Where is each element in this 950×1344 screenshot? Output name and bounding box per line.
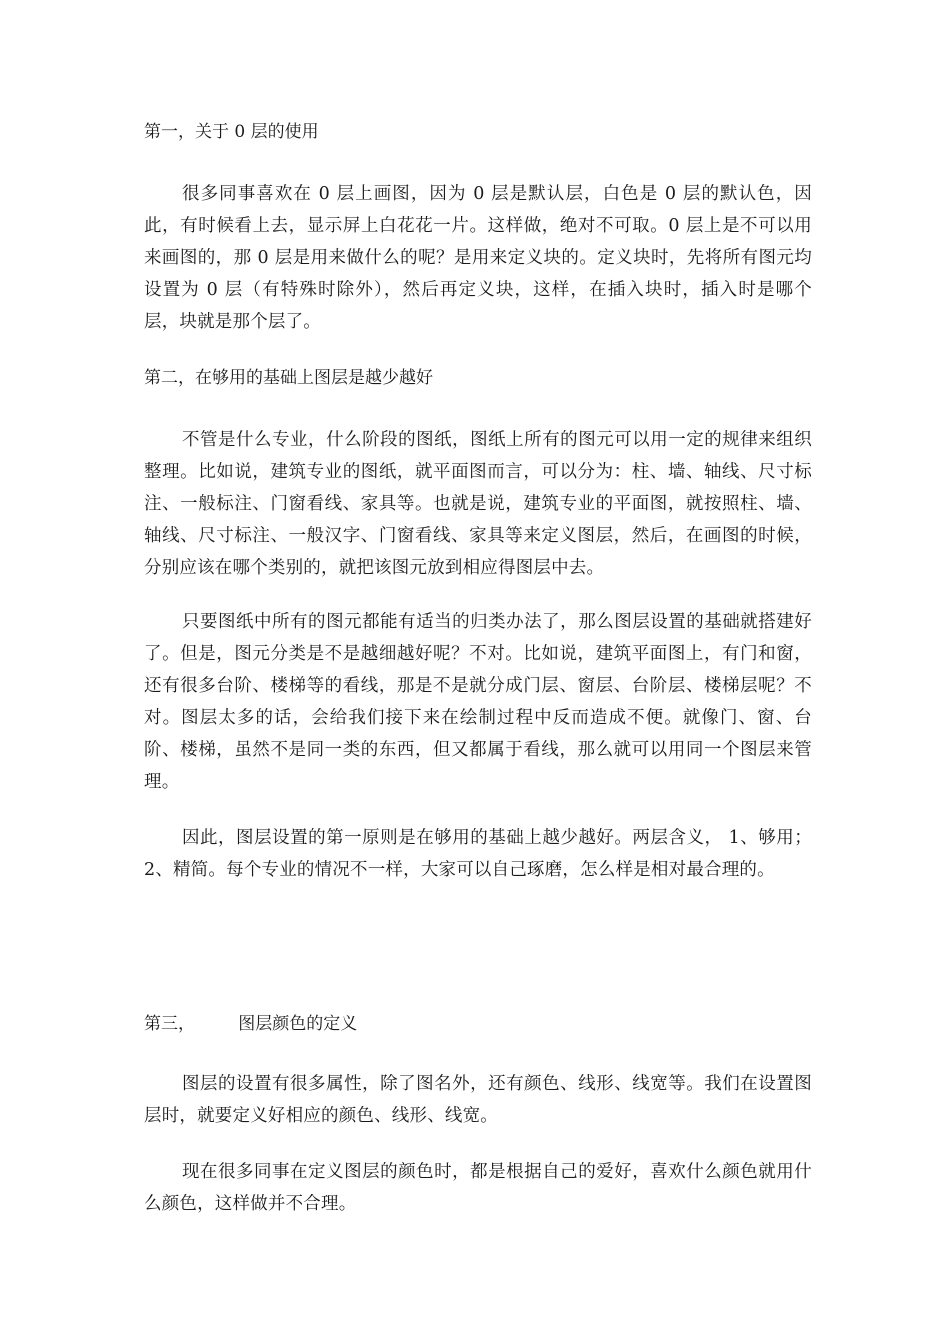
- section-3-heading: 第三， 图层颜色的定义: [144, 1014, 358, 1034]
- section-1-heading: 第一，关于 0 层的使用: [144, 122, 319, 142]
- section-2-paragraph-1: 不管是什么专业，什么阶段的图纸，图纸上所有的图元可以用一定的规律来组织整理。比如说，建筑专业的图纸，就平面图而言，可以分为：柱、墙、轴线、尺寸标注、一般标注、门窗看线、家具等。也就是说，建筑专业的平面图，就按照柱、墙、轴线、尺寸标注、一般汉字、门窗看线、家具等来定义图层，然后，在画图的时候，分别应该在哪个类别的，就把该图元放到相应得图层中去。: [144, 430, 812, 578]
- section-3-paragraph-1: 图层的设置有很多属性，除了图名外，还有颜色、线形、线宽等。我们在设置图层时，就要定义好相应的颜色、线形、线宽。: [144, 1074, 812, 1126]
- section-2-heading: 第二，在够用的基础上图层是越少越好: [144, 368, 433, 388]
- section-2-paragraph-2: 只要图纸中所有的图元都能有适当的归类办法了，那么图层设置的基础就搭建好了。但是，图元分类是不是越细越好呢？不对。比如说，建筑平面图上，有门和窗，还有很多台阶、楼梯等的看线，那是不是就分成门层、窗层、台阶层、楼梯层呢？不对。图层太多的话，会给我们接下来在绘制过程中反而造成不便。就像门、窗、台阶、楼梯，虽然不是同一类的东西，但又都属于看线，那么就可以用同一个图层来管理。: [144, 612, 812, 792]
- section-2-paragraph-3: 因此，图层设置的第一原则是在够用的基础上越少越好。两层含义， 1、够用；2、精简。每个专业的情况不一样，大家可以自己琢磨，怎么样是相对最合理的。: [144, 828, 812, 880]
- section-1-paragraph-1: 很多同事喜欢在 0 层上画图，因为 0 层是默认层，白色是 0 层的默认色，因此，有时候看上去，显示屏上白花花一片。这样做，绝对不可取。0 层上是不可以用来画图的，那 0 层是用来做什么的呢？是用来定义块的。定义块时，先将所有图元均设置为 0 层（有特殊时除外），然后再定义块，这样，在插入块时，插入时是哪个层，块就是那个层了。: [144, 184, 812, 332]
- section-3-paragraph-2: 现在很多同事在定义图层的颜色时，都是根据自己的爱好，喜欢什么颜色就用什么颜色，这样做并不合理。: [144, 1162, 812, 1214]
